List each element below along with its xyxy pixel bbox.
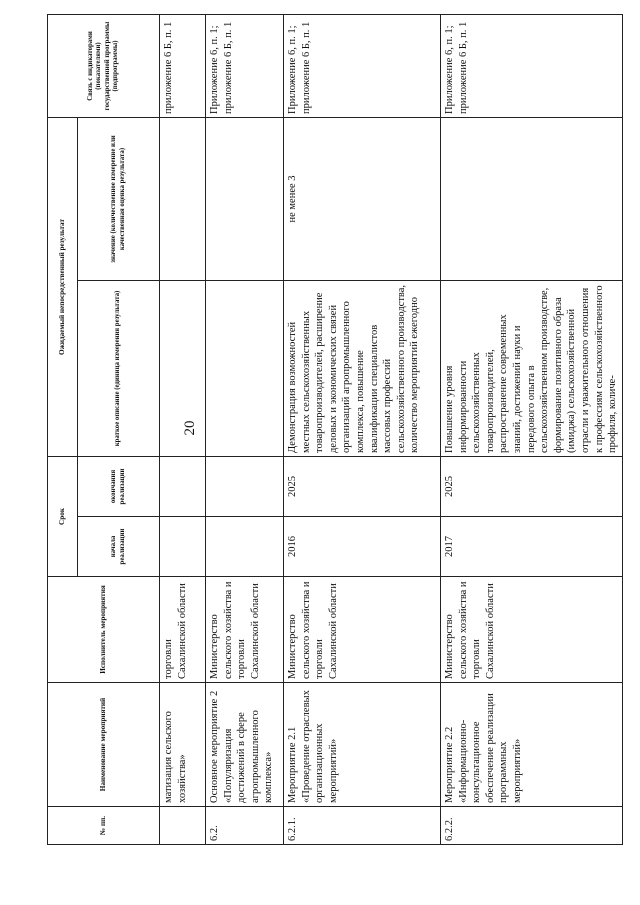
row-2-executor: Министерство сельского хозяйства и торговли Сахалинской области bbox=[284, 577, 441, 683]
row-1-desc bbox=[206, 281, 284, 457]
table-row bbox=[284, 15, 441, 845]
row-2-desc: Демонстрация возможностей местных сельскохозяйственных товаропроизводителей, расширение деловых и экономических связей организаций агропромышленного комплекса, повышение квалификации специалистов массовых профессий сельскохозяйственного производства, количество мероприятий ежегодно bbox=[284, 281, 441, 457]
row-2-start: 2016 bbox=[284, 517, 441, 577]
measures-table bbox=[47, 14, 623, 845]
table-row bbox=[206, 15, 284, 845]
header-result-desc: краткое описание (единица измерения результата) bbox=[78, 281, 160, 457]
table-row bbox=[441, 15, 623, 845]
header-term: Срок bbox=[48, 457, 78, 577]
row-2-num: 6.2.1. bbox=[284, 807, 441, 845]
document-page bbox=[47, 15, 619, 845]
page-number: 20 bbox=[182, 420, 198, 436]
row-3-start: 2017 bbox=[441, 517, 623, 577]
row-1-value bbox=[206, 118, 284, 281]
header-result-value: значение (количественное измерение или качественная оценка результата) bbox=[78, 118, 160, 281]
header-term-end: окончания реализации bbox=[78, 457, 160, 517]
row-0-executor: торговли Сахалинской области bbox=[160, 577, 206, 683]
row-2-link: Приложение 6, п. 1; приложение 6 Б, п. 1 bbox=[284, 15, 441, 118]
row-2-value: не менее 3 bbox=[284, 118, 441, 281]
row-0-value bbox=[160, 118, 206, 281]
header-num: № пп. bbox=[48, 807, 160, 845]
row-3-executor: Министерство сельского хозяйства и торговли Сахалинской области bbox=[441, 577, 623, 683]
rotated-table-container bbox=[47, 15, 619, 845]
row-0-link: приложение 6 Б, п. 1 bbox=[160, 15, 206, 118]
row-2-name: Мероприятие 2.1 «Проведение отраслевых организационных мероприятий» bbox=[284, 683, 441, 807]
row-1-name: Основное мероприятие 2 «Популяризация достижений в сфере агропромышленного комплекса» bbox=[206, 683, 284, 807]
header-term-start: начала реализации bbox=[78, 517, 160, 577]
row-1-link: Приложение 6, п. 1; приложение 6 Б, п. 1 bbox=[206, 15, 284, 118]
row-3-num: 6.2.2. bbox=[441, 807, 623, 845]
header-executor: Исполнитель мероприятия bbox=[48, 577, 160, 683]
header-link: Связь с индикаторами (показателями) государственной программы (подпрограммы) bbox=[48, 15, 160, 118]
row-0-num bbox=[160, 807, 206, 845]
row-1-num: 6.2. bbox=[206, 807, 284, 845]
row-1-end bbox=[206, 457, 284, 517]
row-1-start bbox=[206, 517, 284, 577]
row-0-end bbox=[160, 457, 206, 517]
row-3-end: 2025 bbox=[441, 457, 623, 517]
header-result: Ожидаемый непосредственный результат bbox=[48, 118, 78, 457]
row-3-name: Мероприятие 2.2 «Информационно-консультационное обеспечение реализации программных мероприятий» bbox=[441, 683, 623, 807]
row-3-value bbox=[441, 118, 623, 281]
row-0-start bbox=[160, 517, 206, 577]
row-0-name: матизация сельского хозяйства» bbox=[160, 683, 206, 807]
row-3-link: Приложение 6, п. 1; приложение 6 Б, п. 1 bbox=[441, 15, 623, 118]
header-name: Наименование мероприятий bbox=[48, 683, 160, 807]
row-3-desc: Повышение уровня информированности сельскохозяйственных товаропроизводителей, распространение современных знаний, достижений науки и передового опыта в сельскохозяйственном производстве, формирование позитивного образа (имиджа) сельскохозяйственной отрасли и уважительного отношения к профессиям сельскохозяйственного профиля, количе- bbox=[441, 281, 623, 457]
row-1-executor: Министерство сельского хозяйства и торговли Сахалинской области bbox=[206, 577, 284, 683]
header-row-1 bbox=[48, 15, 78, 845]
row-2-end: 2025 bbox=[284, 457, 441, 517]
